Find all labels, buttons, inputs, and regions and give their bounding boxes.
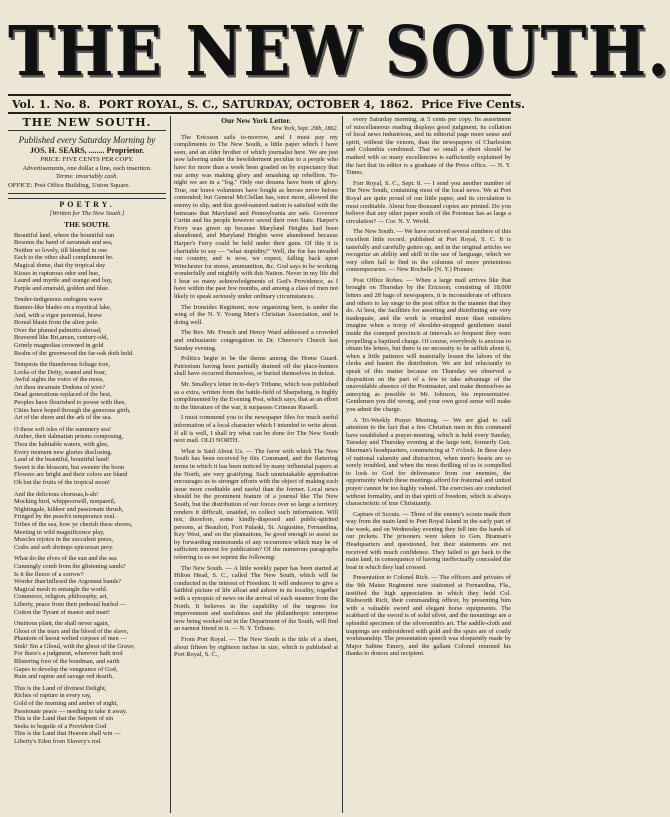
column-3	[346, 116, 511, 813]
poem-line: Beautiful land, where the bountiful sun	[14, 231, 115, 239]
poem-stanza	[14, 685, 166, 746]
article-paragraph: Politics begin to be the theme among the Home Guard. Patriotism having been partially drained off the place-hunters shall have occurred themselves, or buried themselves in defeat.	[174, 355, 338, 378]
poem-line: Magical mesh to entangle the world.	[14, 585, 108, 593]
poem-line: Nightingale, kildeer and passionate thrush,	[14, 505, 124, 513]
poem-line: Meeting in wild magnificence play,	[14, 528, 105, 536]
price-label: Price Five Cents.	[421, 97, 526, 111]
poem-line: Muscles rejoice in the succulent pores,	[14, 536, 114, 544]
poem-line: This is the Land of divinest Delight,	[14, 684, 107, 692]
poem-line: Art of the shore and the ark of the sea.	[14, 414, 112, 422]
poem-line: This is the Land that Heaven shall win —	[14, 730, 121, 738]
poetry-heading: POETRY.	[8, 198, 166, 210]
article-heading: Our New York Letter.	[221, 116, 291, 125]
article-paragraph: From Port Royal. — The New South is the title of a sheet, about fifteen by eighteen inches in size, which is published at Port Royal, S. C.,	[174, 636, 338, 659]
article-paragraph: The Ironsides Regiment, now organizing here, is under the wing of the N. Y. Young Men's Christian Association, and is doing well.	[174, 303, 338, 326]
place-date: PORT ROYAL, S. C., SATURDAY, OCTOBER 4, 1862.	[98, 97, 414, 111]
poem-line: This is the Land that the Serpent of sin	[14, 715, 114, 723]
column-rule	[342, 116, 343, 813]
poem-stanza	[14, 426, 166, 487]
advertising-rates: Advertisements, one dollar a line, each insertion.	[22, 164, 152, 172]
poem-line: Commerce, religion, philosophy, art,	[14, 593, 108, 601]
poem-line: Banner-like blades on a mystical lake,	[14, 303, 112, 311]
office-address: OFFICE: Post Office Building, Union Square.	[8, 182, 166, 195]
column-1	[8, 116, 166, 813]
poem-line: Cities have hoped through the generous girth,	[14, 406, 131, 414]
poem-line: Boreal blasts from the alien pole.	[14, 319, 99, 327]
poem-line: Dead generations replaced of the best,	[14, 391, 112, 399]
poem-line: Ruin and rapine and savage red dearth.	[14, 673, 114, 681]
masthead	[8, 11, 670, 94]
article-paragraph: Capture of Scouts. — Three of the enemy's scouts made their way from the main land to Port Royal Island in the early part of the week, and on Wednesday evening they fell into the hands of our pickets. The prisoners were taken to Gen. Brannan's Headquarters and questioned, but their statements are not received with much confidence. They failed to get back to the main land, in consequence of having ineffectually concealed the boat in which they had crossed.	[346, 510, 511, 571]
poem-line: Liberty, peace from their pedestal hurled —	[14, 600, 126, 608]
poem-body	[8, 232, 166, 746]
poem-line: Tempests the thunderous foliage tore,	[14, 361, 110, 369]
poem-stanza	[14, 361, 166, 422]
poem-line: Amber, their dalmatian prisms composing,	[14, 433, 124, 441]
poem-line: Art thou incarnate Dodona of yore?	[14, 383, 106, 391]
poem-line: Peoples have flourished to power with thee,	[14, 399, 126, 407]
article-paragraph: The Ericsson sails to-morrow, and I must pay my compliments to The New South, a little paper which I have seen, and an elder brother of which journalist here. We are just now laboring under the bewilderment peculiar to a people who have for more than a week been goaded on by expectancy that our army was making glory and smashing up rebellion. To-night we are in a "fog." Only our dreams have been of glory. True, our brave volunteers have fought as heroes never before contended; but General McClellan has, once more, allowed the enemy to slip, and this good-natured nation is satisfied with the bemoans that Maryland and Pennsylvania are safe. Governor Curtin and his people however saved their own State. Harper's Ferry was given up because Maryland Heights had been abandoned, and Maryland Heights were abandoned because Harper's Ferry could be held under their guns. Of this it is charitable to say — "what stupidity!" Well, the foe has invaded our country, and is now, we expect, falling back upon Winchester for stores, ammunition, &c. God says to be working wonderfully and mightily with this Nation. Never in my life did I hear so many acknowledgments of God's Providence, as I have within the past few months, and among a class of men not likely to speak seriously under ordinary circumstances.	[174, 133, 338, 301]
article-paragraph: What is Said About Us. — The favor with which The New South has been received by this Command, and the flattering terms in which it has been noticed by many influential papers at the North, are very gratifying. Such unmistakable approbation encourages us to stronger efforts with the object of making each issue more creditable and useful than the former. Local news should be the prominent feature of a journal like The New South, but the distribution of our forces over so large a territory renders it difficult, unaided, to collect such information. Will not, therefore, some kindly-disposed and public-spirited persons, at Beaufort, Fort Pulaski, St. Augustine, Fernandina, Key West, and on the plantations, be good enough to assist us by forwarding memoranda of any occurrence which may be of sufficient interest for publication? Of the numerous paragraphs referring to us we reprint the following:	[174, 447, 338, 562]
poem-line: Cotton the Tyrant of manor and mart!	[14, 608, 110, 616]
poem-line: Locks of the Deity, waned and hoar,	[14, 368, 107, 376]
poem-stanza	[14, 491, 166, 552]
column-2	[174, 116, 338, 813]
poem-line: Over the plumed palmetto abroad,	[14, 326, 102, 334]
poem-line: Tribes of the sea, how ye cherish these shores,	[14, 520, 133, 528]
poem-line: Riches of rapture in every ray,	[14, 692, 92, 700]
article-paragraph: Presentation to Colonel Rich. — The officers and privates of the 9th Maine Regiment now stationed at Fernandina, Fla., testified the high appreciation in which they hold Col. Rishworth Rich, their commanding officer, by presenting him with a valuable sword and elegant horse equipments. The scabbard of the sword is of solid silver, and the mountings are a splendid specimen of the silversmith's art. The saddle-cloth and trappings are embroidered with gold and the spurs are of costly workmanship. The presentation speech was eloquently made by Major Sabine Emery, and the gallant Colonel returned his thanks to donors and recipient.	[346, 574, 511, 658]
poem-line: Every moment new glories disclosing.	[14, 448, 113, 456]
column-2-body	[174, 134, 338, 659]
poem-line: O these soft isles of the summery sea!	[14, 425, 112, 433]
poem-line: Is it the fleece of a sorrow?	[14, 570, 84, 578]
poem-line: Laurel and myrtle and orange and bay,	[14, 277, 113, 285]
article-paragraph: I must commend you to the newspaper files for much useful information of a local character which I intended to write about. If all is well, I shall try what can be done for The New South next mail. OLD NORTH.	[174, 414, 338, 445]
volume-number: Vol. 1. No. 8.	[12, 97, 91, 111]
poem-line: Neither so lovely, till blended in one	[14, 246, 108, 254]
poem-line: Mocking bird, whippoorwill, nonpareil,	[14, 498, 116, 506]
article-paragraph: The New South. — We have received several numbers of this excellent little record, published at Port Royal, S. C. It is tastefully and carefully gotten up, and in the original articles we recognize an ability and skill in the use of language, which we very often fail to find in the columns of more pretentious contemporaries. — New Rochelle (N. Y.) Pioneer.	[346, 228, 511, 274]
article-paragraph: Post Office Robes. — When a large mail arrives like that brought on Thursday by the Ericsson, consisting of 18,000 letters and 28 bags of newspapers, it is inconsiderate of officers and others to lay siege to the post office in the manner that they do. At best, the facilities for assorting and distributing are very inadequate, and the work is retarded more than outsiders imagine when a troop of shoulder-strapped gentlemen stand inside the cramped precincts at intervals so frequent they were propelling a baptized charge. Of course, everybody is anxious to obtain his letters, but there is no necessity to be selfish about it, when a little patience will materially lessen the labors of the clerks and hasten the distribution. We are led reluctantly to speak of this matter because on Thursday we observed a disposition on the part of a few to take advantage of the unavoidable absence of the Postmaster, and make themselves as annoying as possible to Mr. Johnson, his representative. Gentlemen you did wrong, and your own good sense will make you admit the charge.	[346, 276, 511, 413]
poem-line: Phantom of knout welted corpses of men —	[14, 635, 127, 643]
poem-line: Each to the other shall complement be.	[14, 254, 114, 262]
poem-line: And the delicious chorusas,h-ah!	[14, 490, 99, 498]
poem-stanza	[14, 296, 166, 357]
proprietor-line: JOS. H. SEARS, ........ Proprietor.	[29, 146, 145, 155]
poem-title: THE SOUTH.	[64, 219, 110, 229]
poem-line: Cunningly comb from the glistening sands?	[14, 562, 126, 570]
poem-line: What do the elves of the sun and the sea	[14, 555, 117, 563]
poem-line: Magical dome, that thy tropical day	[14, 261, 106, 269]
article-paragraph: A Tri-Weekly Prayer Meeting. — We are glad to call attention to the fact that a few Christian men in this command have established a prayer-meeting, which is held every Sunday, Tuesday and Thursday evening at the large tent, formerly Gen. Sherman's headquarters, commencing at 7 o'clock. In these days of national calamity and distraction, when men's hearts are so sorely troubled, and when the most thrilling of us is compelled to look to God for deliverance from our enemies, the opportunity which these meetings afford for fraternal and united prayer cannot be too highly valued. The exercises are conducted without formality, and in that spirit of freedom, which is always characteristic of true Christianity.	[346, 416, 511, 508]
column-rule	[170, 116, 171, 813]
article-paragraph: Fort Royal, S. C., Sept. 8. — I send you another number of The New South, containing most of the local news. We at Port Royal are quite proud of our little paper, and its circulation is most creditable. About four thousand copies are printed. Do you believe that any other paper south of the Potomac has as large a circulation? — Cor. N. Y. World.	[346, 179, 511, 225]
poem-line: Gold of the morning and amber of night,	[14, 700, 119, 708]
article-paragraph: Mr. Smalley's letter in to-day's Tribune, which was published as a extra, written from the battle-field of Sharpsburg, is highly complimented by the Evening Post, which says, that as an effort in the literature of the war, it surpasses Crimean Russell.	[174, 381, 338, 411]
article-paragraph: every Saturday morning, at 5 cents per copy. Its assortment of miscellaneous reading displays good judgment, its collation of local news industrious, and its editorial page more sense and spirit, without the venom, than the newspapers of Charleston and Columbia combined. That so small a sheet should be marked with so many excellencies is sufficiently explained by the fact that its editor is a graduate of the Press office. — N. Y. Times.	[346, 116, 511, 177]
poem-line: Ominous plant, the shall never again,	[14, 620, 110, 628]
poem-line: And, with a vigor perennial, brave	[14, 311, 102, 319]
poem-line: Bosoms the hand of savannah and sea,	[14, 239, 113, 247]
poem-line: Gapes to develop the vengeance of God,	[14, 665, 118, 673]
dateline-bar	[8, 94, 526, 114]
poem-stanza	[14, 620, 166, 681]
poem-line: Liberty's Eden from Slavery's rod.	[14, 738, 102, 745]
poem-line: Thou the habitable waters, with glee,	[14, 441, 109, 449]
poem-line: Kisses in rapturous odor and hue,	[14, 269, 100, 277]
poem-stanza	[14, 555, 166, 616]
terms-notice: Terms: invariably cash.	[55, 173, 119, 180]
column-3-body	[346, 116, 511, 658]
newspaper-page	[8, 4, 670, 813]
poem-stanza	[14, 232, 166, 293]
price-notice: PRICE: FIVE CENTS PER COPY.	[40, 156, 134, 163]
poem-line: Flowers are bright and their colors are bland	[14, 471, 128, 479]
poem-line: Passionate peace — needing to take it away.	[14, 707, 128, 715]
poem-line: Land of the beautiful, bountiful land!	[14, 456, 110, 464]
article-dateline: New York, Sept. 29th, 1862.	[271, 126, 338, 132]
poem-line: Fringed by the peach's temperance zeal.	[14, 513, 116, 521]
poem-line: Seeks to beguile of a Provident God	[14, 722, 107, 730]
masthead-title: THE NEW SOUTH.	[8, 11, 670, 92]
poem-line: Awful sights the voice of the moss,	[14, 376, 104, 384]
poem-line: Tender-indigenous endogens wave	[14, 296, 103, 304]
poem-line: Grimly magnolias crowned in gold	[14, 341, 104, 349]
poem-line: Ghost of the tears and the blood of the slave,	[14, 627, 129, 635]
poem-line: Realm of the greenwood the far-oak doth hold.	[14, 349, 134, 357]
poem-line: Bravered like Bri,arean, century-old,	[14, 334, 109, 342]
poem-line: Oh but the fruits of the tropical noon!	[14, 479, 111, 486]
written-for-note: [Written for The New South.]	[49, 210, 125, 217]
poem-line: Blistering foot of the bondman, and earth	[14, 658, 120, 666]
poem-line: Crabs and soft shrimps epicurean prey.	[14, 543, 114, 551]
article-paragraph: The New South. — A little weekly paper has been started at Hilton Head, S. C., called The New South, which will be conducted in the interest of Freedom. It will endeavor to give a faithful picture of life afloat and ashore in its locality, together with a synopsis of news on the arrival of each steamer from the North. It believes in the capability of the negroes for improvement and usefulness and the philanthropic enterprise now being worked out in the Department of the South, will find an earnest friend in it. — N. Y. Tribune.	[174, 564, 338, 633]
poem-line: Sweet is the blossom, but sweeter the boon	[14, 463, 125, 471]
poem-line: For there's a judgment, wherever hath trod	[14, 650, 123, 658]
poem-line: Worder than'inflesed the Argonaut bands?	[14, 578, 121, 586]
article-paragraph: The Rev. Mr. French and Henry Ward addressed a crowded and enthusiastic congregation in Dr. Cheever's Church last Sunday evening.	[174, 329, 338, 352]
poem-line: Sink! Sin a Ghoul, with the ghost of the Grave;	[14, 642, 135, 650]
paper-name: THE NEW SOUTH.	[8, 116, 166, 131]
poem-line: Purple and emerald, golden and blue.	[14, 284, 110, 292]
publication-notice: Published every Saturday Morning by	[18, 135, 156, 145]
